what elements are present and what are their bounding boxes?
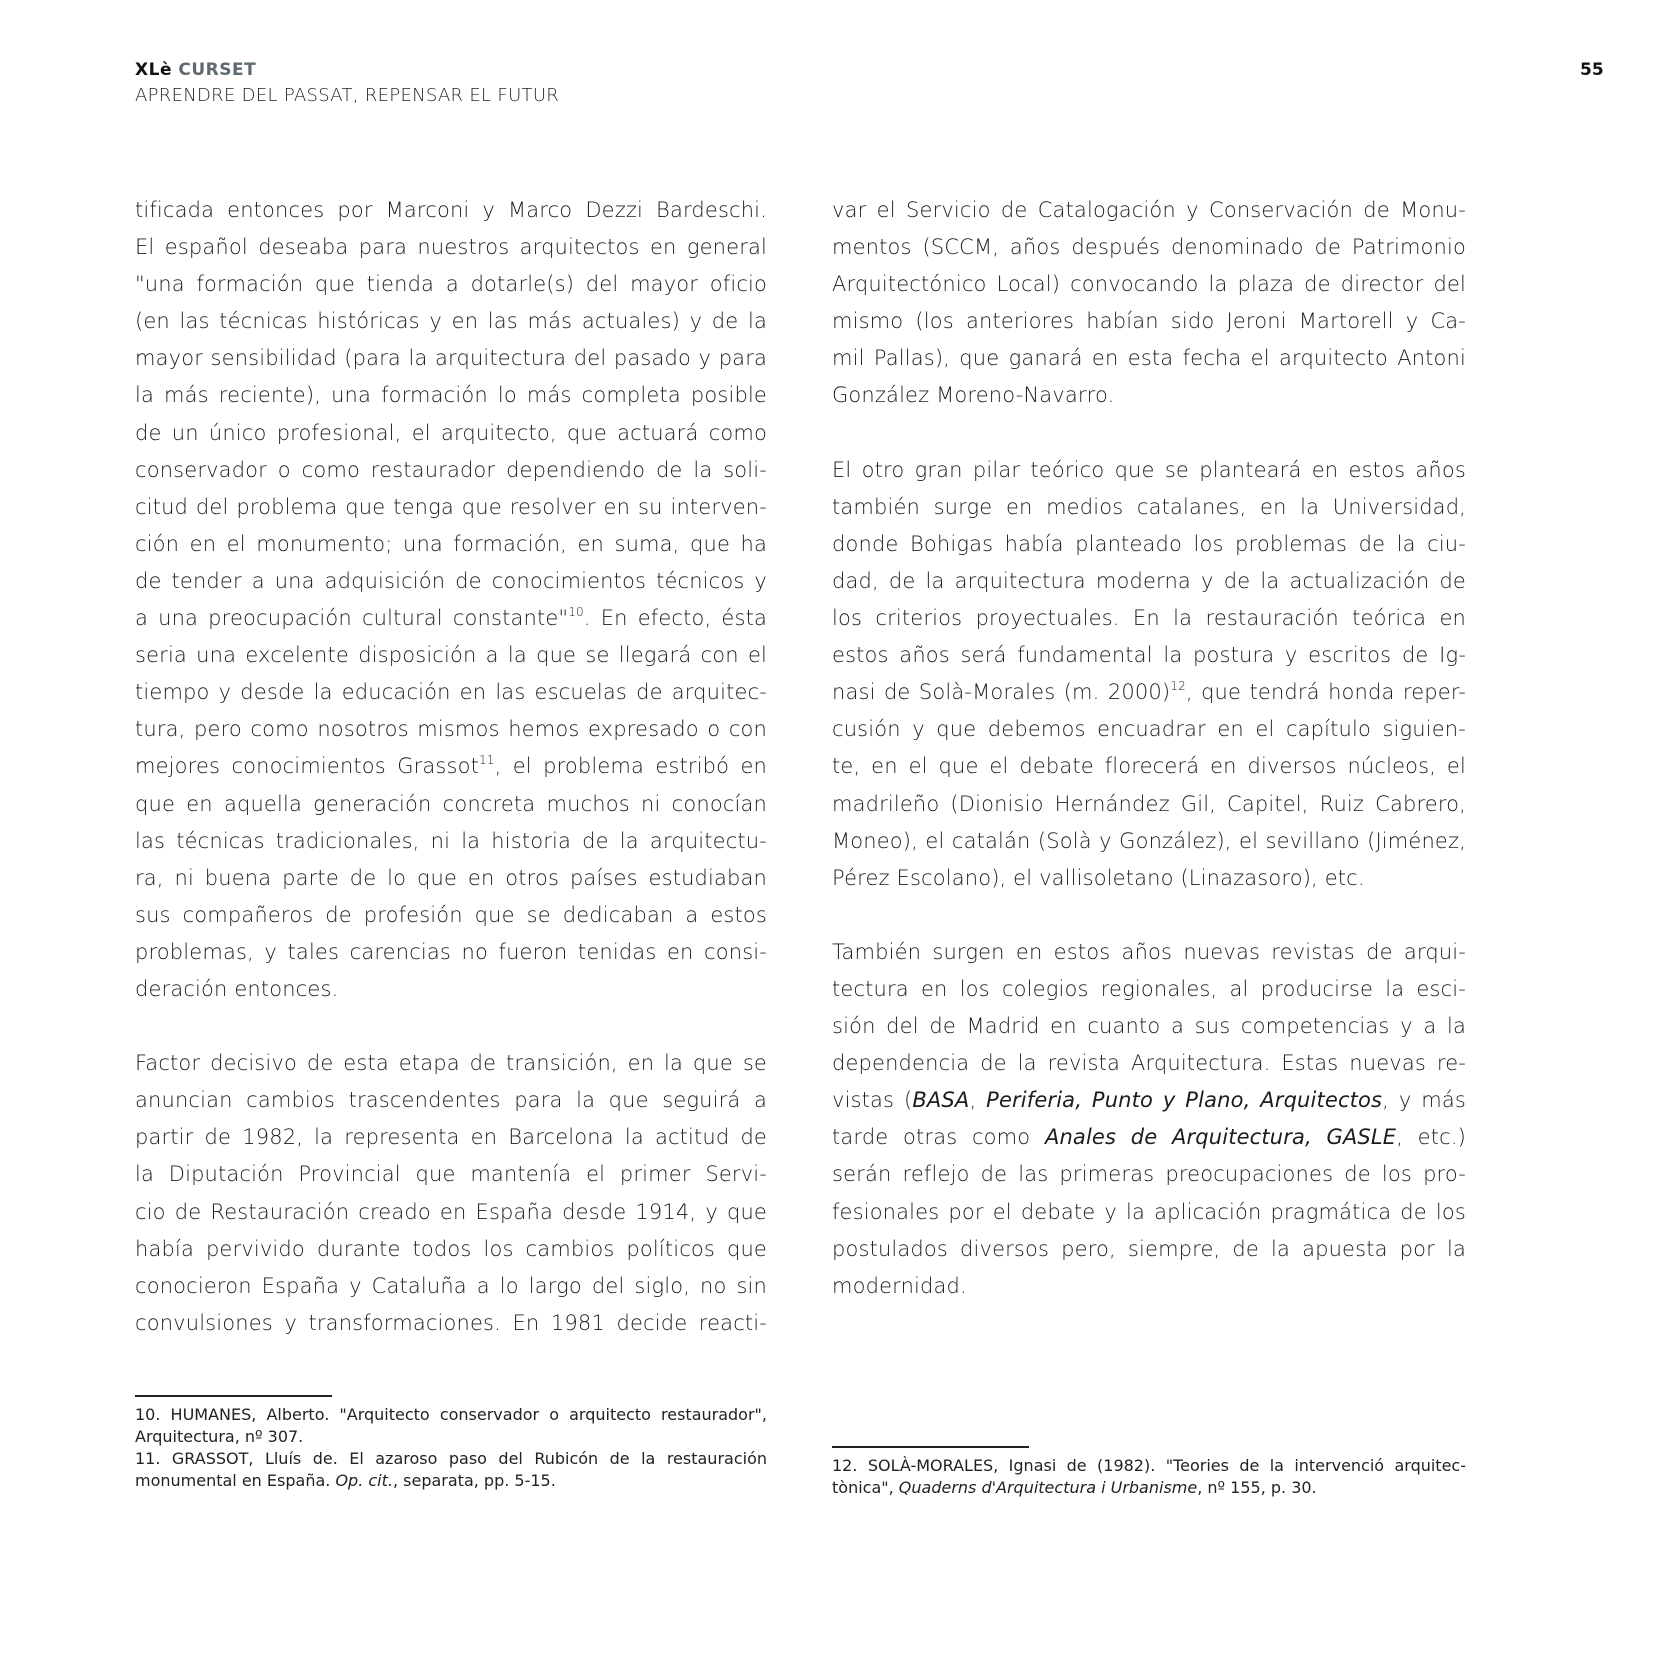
text-line: partir de 1982, la representa en Barcelona la actitud de <box>135 1125 767 1150</box>
text-line: la más reciente), una formación lo más completa posible <box>135 383 767 408</box>
footnote-10: 10. HUMANES, Alberto. "Arquitecto conservador o arquitecto restaurador", <box>135 1405 767 1424</box>
text-segment: monumental en España. <box>135 1471 336 1490</box>
text-line: conservador o como restaurador dependiendo de la soli- <box>135 457 767 482</box>
text-line: El otro gran pilar teórico que se planteará en estos años <box>832 457 1466 482</box>
paragraph-gap <box>832 415 1466 452</box>
journal-titles: Anales de Arquitectura, GASLE <box>1044 1125 1397 1150</box>
footnote-ref-10[interactable]: 10 <box>568 605 584 620</box>
paragraph-gap <box>135 1008 767 1045</box>
text-line: estos años será fundamental la postura y escritos de Ig- <box>832 643 1466 668</box>
text-line <box>832 1119 1466 1156</box>
text-line: madrileño (Dionisio Hernández Gil, Capitel, Ruiz Cabrero, <box>832 791 1466 816</box>
text-line: conocieron España y Cataluña a lo largo del siglo, no sin <box>135 1273 767 1298</box>
text-segment: nasi de Solà-Morales (m. 2000) <box>832 680 1171 705</box>
text-line <box>135 748 767 785</box>
footnotes-right <box>832 1455 1466 1499</box>
text-line: mayor sensibilidad (para la arquitectura del pasado y para <box>135 346 767 371</box>
footnote-11: 11. GRASSOT, Lluís de. El azaroso paso del Rubicón de la restauración <box>135 1449 767 1468</box>
text-line: tura, pero como nosotros mismos hemos expresado o con <box>135 717 767 742</box>
text-line: deración entonces. <box>135 976 339 1001</box>
text-line: ción en el monumento; una formación, en suma, que ha <box>135 531 767 556</box>
text-segment: tarde otras como <box>832 1125 1045 1150</box>
text-line <box>832 1082 1466 1119</box>
footnotes-left <box>135 1404 767 1492</box>
footnote-ref-11[interactable]: 11 <box>479 753 495 768</box>
text-line: cio de Restauración creado en España desde 1914, y que <box>135 1199 767 1224</box>
running-header <box>135 60 559 108</box>
text-line: "una formación que tienda a dotarle(s) del mayor oficio <box>135 272 767 297</box>
text-line: mil Pallas), que ganará en esta fecha el arquitecto Antoni <box>832 346 1466 371</box>
footnote-divider <box>135 1395 332 1397</box>
series-name: CURSET <box>178 60 257 80</box>
text-line: convulsiones y transformaciones. En 1981 decide reacti- <box>135 1310 767 1335</box>
text-line: Factor decisivo de esta etapa de transición, en la que se <box>135 1051 767 1076</box>
text-line: modernidad. <box>832 1273 967 1298</box>
text-segment: , etc.) <box>1396 1125 1466 1150</box>
text-line: Moneo), el catalán (Solà y González), el sevillano (Jiménez, <box>832 828 1466 853</box>
text-line: donde Bohigas había planteado los problemas de la ciu- <box>832 531 1466 556</box>
footnote-12-cont <box>832 1477 1466 1499</box>
text-line: los criterios proyectuales. En la restauración teórica en <box>832 606 1466 631</box>
text-line: citud del problema que tenga que resolver en su interven- <box>135 494 767 519</box>
text-segment: a una preocupación cultural constante" <box>135 606 569 631</box>
right-column <box>832 192 1466 1305</box>
text-segment: , <box>969 1088 987 1113</box>
journal-titles: Periferia, Punto y Plano, Arquitectos <box>986 1088 1383 1113</box>
paragraph <box>135 192 767 1008</box>
text-segment: , que tendrá honda reper- <box>1185 680 1466 705</box>
text-line: serán reflejo de las primeras preocupaciones de los pro- <box>832 1162 1466 1187</box>
text-line: dependencia de la revista Arquitectura. Estas nuevas re- <box>832 1051 1466 1076</box>
footnote-divider <box>832 1446 1029 1448</box>
text-line: mismo (los anteriores habían sido Jeroni Martorell y Ca- <box>832 309 1466 334</box>
text-segment: . En efecto, ésta <box>583 606 767 631</box>
citation-italic: Op. cit. <box>335 1471 393 1490</box>
text-line: fesionales por el debate y la aplicación pragmática de los <box>832 1199 1466 1224</box>
text-segment: tònica", <box>832 1478 899 1497</box>
text-line: (en las técnicas históricas y en las más actuales) y de la <box>135 309 767 334</box>
footnote-ref-12[interactable]: 12 <box>1170 679 1186 694</box>
text-line: sus compañeros de profesión que se dedicaban a estos <box>135 902 767 927</box>
text-line: tificada entonces por Marconi y Marco Dezzi Bardeschi. <box>135 198 767 222</box>
text-segment: , el problema estribó en <box>494 754 767 779</box>
text-line: El español deseaba para nuestros arquitectos en general <box>135 235 767 260</box>
text-line: de un único profesional, el arquitecto, que actuará como <box>135 420 767 445</box>
series-subtitle: APRENDRE DEL PASSAT, REPENSAR EL FUTUR <box>135 85 560 106</box>
footnote-11-cont <box>135 1470 767 1492</box>
text-segment: vistas ( <box>832 1088 913 1113</box>
paragraph <box>832 192 1466 415</box>
text-line <box>135 600 767 637</box>
text-line: de tender a una adquisición de conocimientos técnicos y <box>135 568 767 593</box>
paragraph <box>135 1045 767 1342</box>
text-line: las técnicas tradicionales, ni la historia de la arquitectu- <box>135 828 767 853</box>
text-line: había pervivido durante todos los cambios políticos que <box>135 1236 767 1261</box>
text-line: var el Servicio de Catalogación y Conservación de Monu- <box>832 198 1466 222</box>
text-line: la Diputación Provincial que mantenía el primer Servi- <box>135 1162 767 1187</box>
journal-title: BASA <box>912 1088 970 1113</box>
text-line: González Moreno-Navarro. <box>832 383 1115 408</box>
series-title <box>135 60 559 80</box>
citation-italic: Quaderns d'Arquitectura i Urbanisme <box>898 1478 1198 1497</box>
text-line: ra, ni buena parte de lo que en otros países estudiaban <box>135 865 767 890</box>
text-line: mentos (SCCM, años después denominado de Patrimonio <box>832 235 1466 260</box>
footnote-12: 12. SOLÀ-MORALES, Ignasi de (1982). "Teories de la intervenció arquitec- <box>832 1456 1466 1475</box>
paragraph <box>832 452 1466 897</box>
text-line: anuncian cambios trascendentes para la que seguirá a <box>135 1088 767 1113</box>
text-line: dad, de la arquitectura moderna y de la actualización de <box>832 568 1466 593</box>
text-line <box>832 674 1466 711</box>
page-number: 55 <box>1580 60 1604 80</box>
text-line: Pérez Escolano), el vallisoletano (Linazasoro), etc. <box>832 865 1365 890</box>
series-prefix: XLè <box>135 60 172 80</box>
text-line: tiempo y desde la educación en las escuelas de arquitec- <box>135 680 767 705</box>
left-column <box>135 192 767 1342</box>
text-line: Arquitectónico Local) convocando la plaza de director del <box>832 272 1466 297</box>
paragraph-gap <box>832 897 1466 934</box>
text-segment: , nº 155, p. 30. <box>1197 1478 1317 1497</box>
text-segment: , y más <box>1382 1088 1466 1113</box>
text-segment: , separata, pp. 5-15. <box>392 1471 556 1490</box>
text-line: también surge en medios catalanes, en la Universidad, <box>832 494 1466 519</box>
footnote-10-cont: Arquitectura, nº 307. <box>135 1427 304 1446</box>
text-line: problemas, y tales carencias no fueron tenidas en consi- <box>135 939 767 964</box>
text-line: te, en el que el debate florecerá en diversos núcleos, el <box>832 754 1466 779</box>
text-line: También surgen en estos años nuevas revistas de arqui- <box>832 939 1466 964</box>
text-line: seria una excelente disposición a la que se llegará con el <box>135 643 767 668</box>
text-segment: mejores conocimientos Grassot <box>135 754 479 779</box>
text-line: tectura en los colegios regionales, al producirse la esci- <box>832 976 1466 1001</box>
text-line: postulados diversos pero, siempre, de la apuesta por la <box>832 1236 1466 1261</box>
text-line: sión del de Madrid en cuanto a sus competencias y a la <box>832 1014 1466 1039</box>
text-line: que en aquella generación concreta muchos ni conocían <box>135 791 767 816</box>
paragraph <box>832 934 1466 1305</box>
text-line: cusión y que debemos encuadrar en el capítulo siguien- <box>832 717 1466 742</box>
